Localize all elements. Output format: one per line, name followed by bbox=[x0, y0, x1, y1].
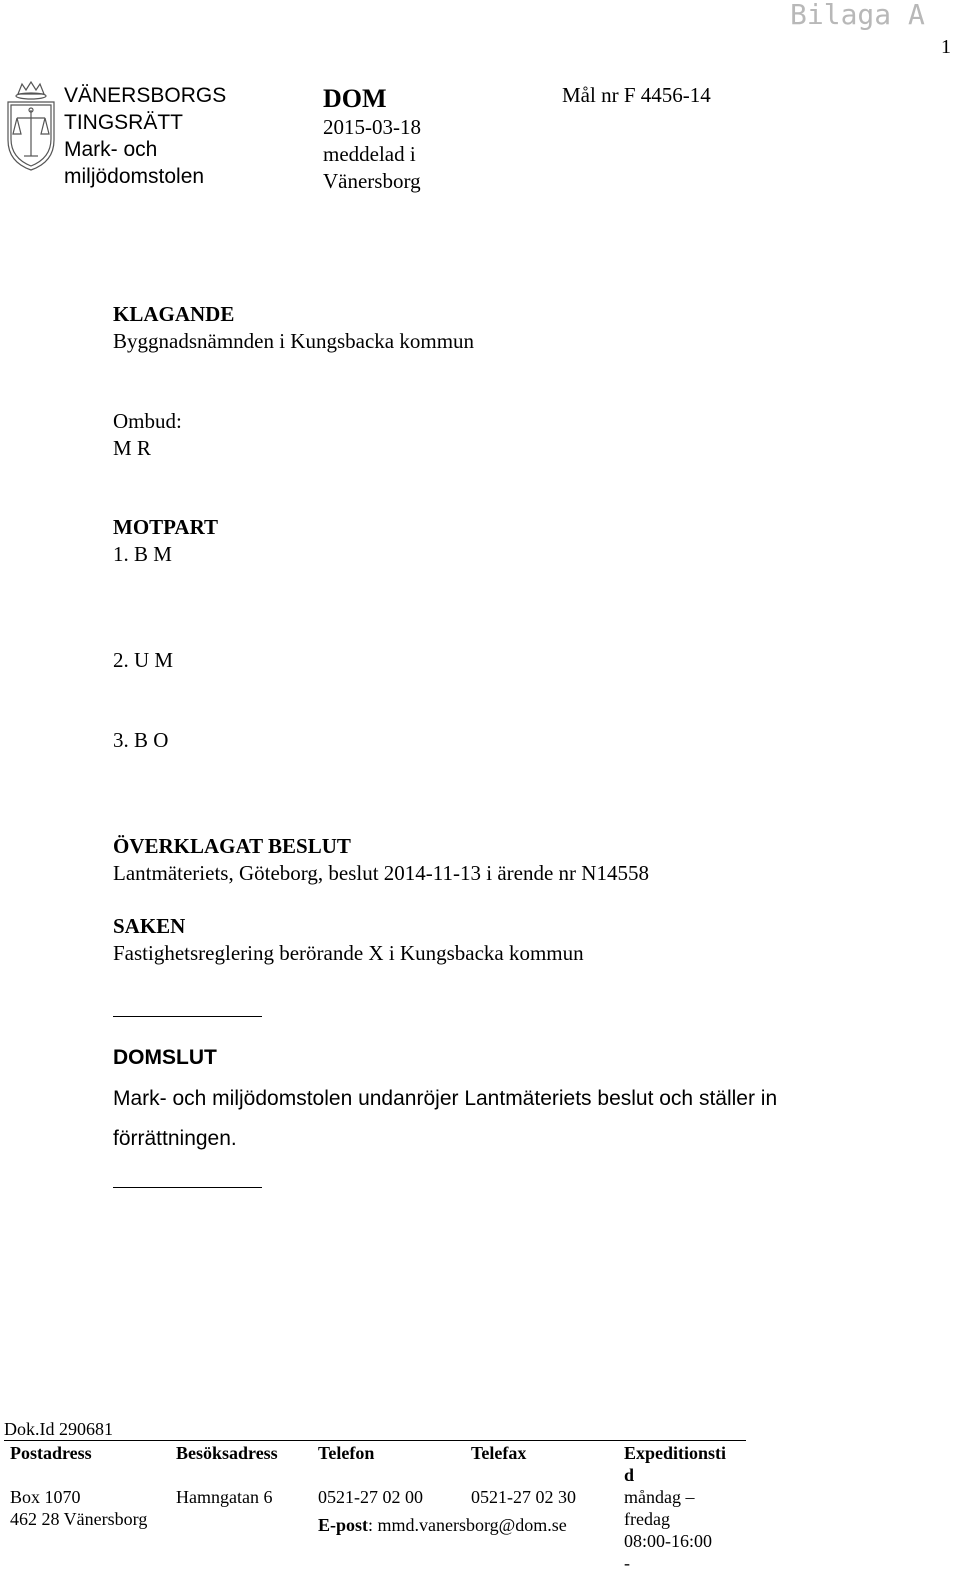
court-line: miljödomstolen bbox=[64, 165, 205, 188]
epost bbox=[318, 1515, 567, 1536]
epost-label: E-post bbox=[318, 1515, 369, 1535]
motpart-party: 3. B O bbox=[113, 728, 169, 752]
dok-id: Dok.Id 290681 bbox=[4, 1419, 113, 1439]
ombud-name: M R bbox=[113, 436, 151, 460]
footer-header: Expeditionsti bbox=[624, 1443, 727, 1463]
case-number: Mål nr F 4456-14 bbox=[562, 83, 711, 107]
footer-header: Telefon bbox=[318, 1443, 375, 1463]
saken-text: Fastighetsreglering berörande X i Kungsbacka kommun bbox=[113, 941, 584, 965]
epost-address: : mmd.vanersborg@dom.se bbox=[368, 1515, 567, 1535]
dom-block bbox=[323, 84, 421, 195]
court-crest-icon bbox=[4, 80, 58, 172]
divider bbox=[113, 1187, 262, 1188]
court-name bbox=[64, 82, 226, 190]
klagande-name: Byggnadsnämnden i Kungsbacka kommun bbox=[113, 329, 475, 353]
footer-header: Postadress bbox=[10, 1443, 92, 1463]
page-number: 1 bbox=[941, 36, 951, 58]
overklagat-heading: ÖVERKLAGAT BESLUT bbox=[113, 834, 351, 858]
footer-header: Besöksadress bbox=[176, 1443, 278, 1463]
meddelad-label: meddelad i bbox=[323, 142, 416, 166]
domslut-heading: DOMSLUT bbox=[113, 1046, 217, 1069]
expedition-hours: fredag bbox=[624, 1509, 670, 1529]
court-line: TINGSRÄTT bbox=[64, 111, 183, 134]
domslut-text: förrättningen. bbox=[113, 1127, 237, 1150]
document-place: Vänersborg bbox=[323, 169, 421, 193]
footer-divider bbox=[4, 1440, 746, 1441]
motpart-heading: MOTPART bbox=[113, 515, 219, 539]
expedition-hours: måndag – bbox=[624, 1487, 695, 1507]
expedition-hours: - bbox=[624, 1553, 630, 1573]
footer-header: d bbox=[624, 1465, 635, 1485]
postadress: 462 28 Vänersborg bbox=[10, 1509, 148, 1529]
motpart-party: 2. U M bbox=[113, 648, 174, 672]
document-date: 2015-03-18 bbox=[323, 115, 421, 139]
court-line: VÄNERSBORGS bbox=[64, 84, 227, 107]
domslut-text: Mark- och miljödomstolen undanröjer Lantmäteriets beslut och ställer in bbox=[113, 1087, 778, 1110]
telefax: 0521-27 02 30 bbox=[471, 1487, 576, 1507]
klagande-heading: KLAGANDE bbox=[113, 302, 235, 326]
divider bbox=[113, 1016, 262, 1017]
document-title: DOM bbox=[323, 84, 387, 113]
saken-heading: SAKEN bbox=[113, 914, 186, 938]
expedition-hours: 08:00-16:00 bbox=[624, 1531, 712, 1551]
footer-header: Telefax bbox=[471, 1443, 527, 1463]
telefon: 0521-27 02 00 bbox=[318, 1487, 423, 1507]
ombud-label: Ombud: bbox=[113, 409, 182, 433]
motpart-party: 1. B M bbox=[113, 542, 172, 566]
bilaga-label: Bilaga A bbox=[790, 0, 925, 31]
postadress: Box 1070 bbox=[10, 1487, 81, 1507]
overklagat-text: Lantmäteriets, Göteborg, beslut 2014-11-13 i ärende nr N14558 bbox=[113, 861, 649, 885]
court-line: Mark- och bbox=[64, 138, 158, 161]
besoksadress: Hamngatan 6 bbox=[176, 1487, 273, 1507]
